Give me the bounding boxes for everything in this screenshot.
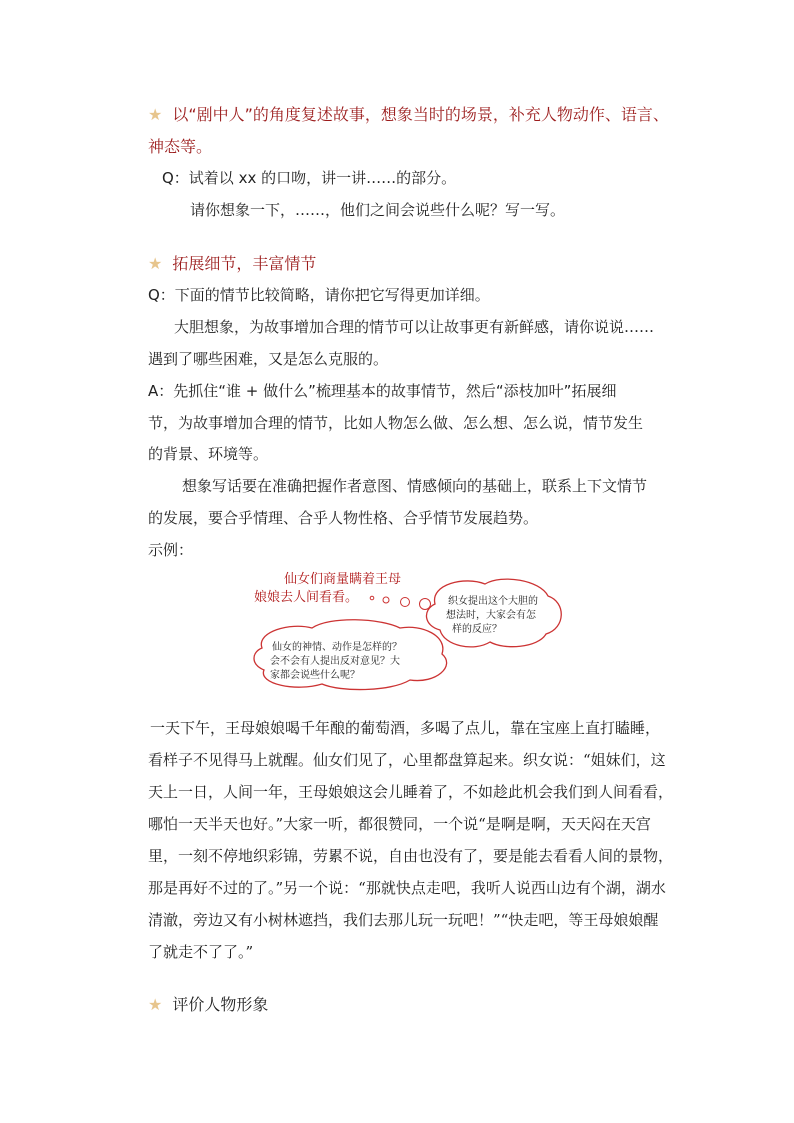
bubble-left-line2: 会不会有人提出反对意见？大 [270, 656, 400, 667]
story-line-5: 里，一刻不停地织彩锦，劳累不说，自由也没有了，要是能去看看人间的景物， [148, 847, 674, 865]
star-icon: ★ [148, 995, 163, 1014]
star-icon: ★ [148, 254, 163, 273]
section2-heading: ★ 拓展细节，丰富情节 [148, 254, 317, 273]
thought-bubbles-graphic [250, 562, 570, 692]
section1-heading-line1: ★ 以“剧中人”的角度复述故事，想象当时的场景，补充人物动作、语言、 [148, 105, 669, 124]
section2-paragraph2-line2: 的发展，要合乎情理、合乎人物性格、合乎情节发展趋势。 [148, 509, 539, 527]
figure-caption-line2: 娘娘去人间看看。 [254, 590, 359, 605]
section2-paragraph1-line1: 大胆想象，为故事增加合理的情节可以让故事更有新鲜感，请你说说…… [174, 318, 655, 336]
story-line-4: 哪怕一天半天也好。”大家一听，都很赞同，一个说“是啊是啊，天天闷在天宫 [148, 815, 651, 833]
section2-answer-line3: 的背景、环境等。 [148, 445, 269, 463]
bubble-right-line3: 样的反应？ [452, 624, 502, 635]
section2-paragraph1-line2: 遇到了哪些困难，又是怎么克服的。 [148, 350, 389, 368]
section2-q-line: Q：下面的情节比较简略，请你把它写得更加详细。 [148, 286, 490, 304]
story-line-8: 了就走不了了。” [148, 943, 254, 961]
story-line-2: 看样子不见得马上就醒。仙女们见了，心里都盘算起来。织女说：“姐妹们，这 [148, 751, 666, 769]
bubble-dot [383, 597, 389, 603]
section1-prompt-line: 请你想象一下，……，他们之间会说些什么呢？写一写。 [190, 201, 566, 219]
section1-heading-line2: 神态等。 [148, 137, 213, 156]
story-line-1: 一天下午，王母娘娘喝千年酿的葡萄酒，多喝了点儿，靠在宝座上直打瞌睡， [150, 719, 661, 737]
story-line-6: 那是再好不过的了。”另一个说：“那就快点走吧，我听人说西山边有个湖，湖水 [148, 879, 666, 897]
bubble-dot [401, 598, 410, 607]
bubble-right-line2: 想法时，大家会有怎 [446, 610, 536, 621]
figure-caption-line1: 仙女们商量瞒着王母 [284, 572, 402, 587]
bubble-left-line1: 仙女的神情、动作是怎样的？ [272, 642, 402, 653]
bubble-right-line1: 织女提出这个大胆的 [448, 596, 538, 607]
section2-answer-line2: 节，为故事增加合理的情节，比如人物怎么做、怎么想、怎么说，情节发生 [148, 414, 644, 432]
section2-paragraph2-line1: 想象写话要在准确把握作者意图、情感倾向的基础上，联系上下文情节 [182, 477, 648, 495]
example-label: 示例： [148, 541, 194, 559]
section1-q-line: Q：试着以 xx 的口吻，讲一讲……的部分。 [162, 169, 457, 187]
section2-answer-line1: A：先抓住“谁 + 做什么”梳理基本的故事情节，然后“添枝加叶”拓展细 [148, 382, 617, 400]
bubble-left-line3: 家都会说些什么呢？ [270, 670, 360, 681]
star-icon: ★ [148, 105, 163, 124]
story-line-7: 清澈，旁边又有小树林遮挡，我们去那儿玩一玩吧！”“快走吧，等王母娘娘醒 [148, 911, 659, 929]
story-line-3: 天上一日，人间一年，王母娘娘这会儿睡着了，不如趁此机会我们到人间看看， [148, 783, 674, 801]
thought-bubbles-illustration [250, 562, 570, 692]
bubble-dot [370, 596, 374, 600]
section3-heading: ★ 评价人物形象 [148, 995, 269, 1014]
